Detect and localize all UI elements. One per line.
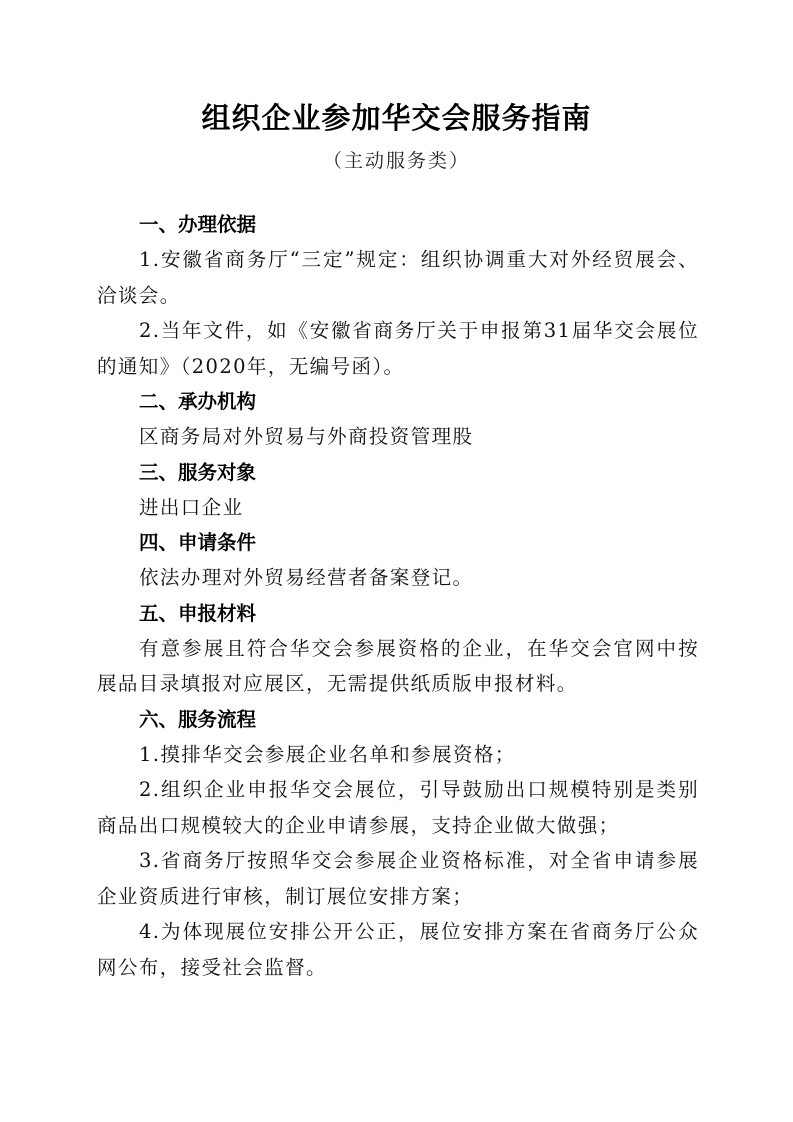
paragraph: 2.组织企业申报华交会展位，引导鼓励出口规模特别是类别商品出口规模较大的企业申请参展，支持企业做大做强；: [97, 778, 699, 837]
paragraph: 4.为体现展位安排公开公正，展位安排方案在省商务厅公众网公布，接受社会监督。: [97, 920, 699, 979]
section-heading: 六、服务流程: [139, 707, 257, 731]
paragraph: 2.当年文件，如《安徽省商务厅关于申报第31届华交会展位的通知》（2020年，无编号函）。: [97, 319, 699, 378]
section-materials: [97, 596, 699, 702]
paragraph: 1.安徽省商务厅“三定”规定：组织协调重大对外经贸展会、洽谈会。: [97, 248, 699, 307]
document-title: 组织企业参加华交会服务指南: [201, 101, 592, 135]
document-body: [97, 207, 699, 985]
paragraph: 3.省商务厅按照华交会参展企业资格标准，对全省申请参展企业资质进行审核，制订展位安排方案；: [97, 849, 699, 908]
document-subtitle: （主动服务类）: [322, 150, 470, 172]
paragraph: 区商务局对外贸易与外商投资管理股: [139, 425, 474, 448]
section-organizer: [97, 384, 699, 455]
paragraph: 1.摸排华交会参展企业名单和参展资格；: [139, 742, 516, 766]
section-service-target: [97, 455, 699, 526]
paragraph: 有意参展且符合华交会参展资格的企业，在华交会官网中按展品目录填报对应展区，无需提供纸质版申报材料。: [97, 636, 699, 695]
paragraph: 依法办理对外贸易经营者备案登记。: [139, 566, 474, 589]
section-process: [97, 702, 699, 986]
section-heading: 三、服务对象: [139, 460, 257, 484]
section-conditions: [97, 525, 699, 596]
section-basis: [97, 207, 699, 384]
paragraph: 进出口企业: [139, 495, 244, 519]
section-heading: 四、申请条件: [139, 531, 257, 554]
section-heading: 一、办理依据: [139, 213, 257, 236]
section-heading: 二、承办机构: [139, 390, 257, 413]
section-heading: 五、申报材料: [139, 601, 257, 625]
